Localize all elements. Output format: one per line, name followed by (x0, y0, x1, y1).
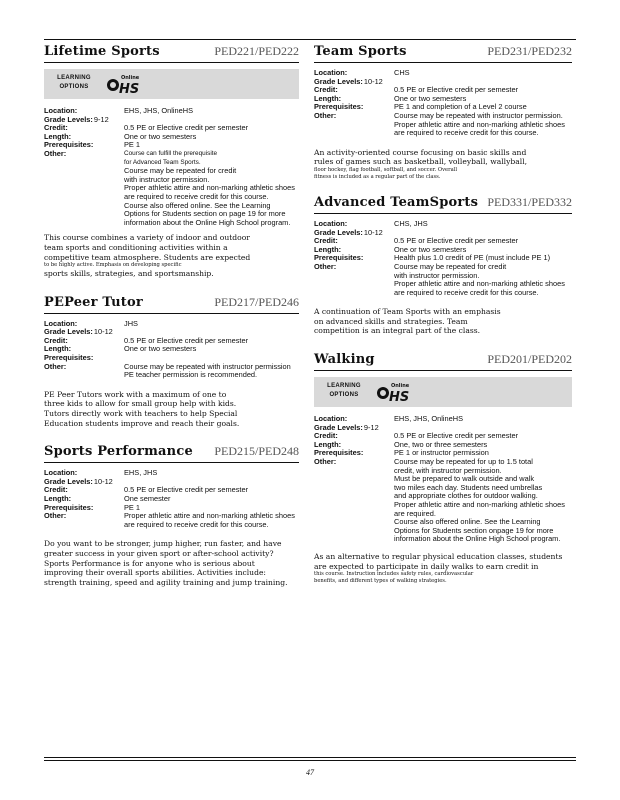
course-code: PED221/PED222 (214, 44, 299, 58)
credit-value: 0.5 PE or Elective credit per semester (124, 123, 249, 133)
svg-text:Online: Online (391, 383, 410, 390)
credit-value: 0.5 PE or Elective credit per semester (394, 431, 519, 441)
course-title: Lifetime Sports (44, 44, 160, 59)
right-column (314, 40, 572, 585)
section-header (314, 40, 572, 63)
svg-text:HS: HS (389, 390, 410, 405)
other-value: Course can fulfill the prerequisite for Advanced Team Sports. Course may be repeated for credit with instructor permission. Proper athletic attire and non-marking athletic shoes are required to receive credit for this course. Course also offered online. See the Learning Options for Students section on page 19 for more information about the Online High School program. (124, 149, 295, 227)
credit-value: 0.5 PE or Elective credit per semester (394, 85, 519, 95)
course-fields: Location: CHS, JHS Grade Levels: 10-12 Credit: 0.5 PE or Elective credit per semester Length: One or two semesters Prerequisites: Health plus 1.0 credit of PE (must include PE 1) Other: Course may be repeated for credit with instructor permission. Proper athletic attire and non-marking athletic shoes are required to receive credit for this course. (314, 220, 572, 297)
prereq-value: Health plus 1.0 credit of PE (must include PE 1) (394, 253, 551, 263)
course-code: PED201/PED202 (487, 352, 572, 367)
location-value: JHS (124, 318, 138, 328)
length-value: One semester (124, 494, 171, 503)
course-code: PED217/PED246 (214, 294, 299, 309)
course-title: PEPeer Tutor (44, 294, 143, 310)
grade-value: 9-12 (93, 114, 109, 124)
credit-value: 0.5 PE or Elective credit per semester (124, 335, 249, 345)
course-description: As an alternative to regular physical education classes, students are expected to participate in daily walks to earn credit in this course. Instruction includes safety rules, cardiovascular benefits, and different types of walking strategies. (314, 551, 563, 585)
location-value: EHS, JHS, OnlineHS (394, 414, 464, 424)
section-header (44, 291, 299, 314)
other-value: Course may be repeated with instructor permission. Proper athletic attire and non-marking athletic shoes are required to receive credit for this course. (394, 110, 565, 138)
learning-options-box (314, 377, 572, 407)
course-description: Do you want to be stronger, jump higher, run faster, and have greater success in your given sport or after-school activity? Sports Performance is for anyone who is serious about improving their overall sports abilities. Activities include: strength training, speed and agility training and jump training. (44, 539, 288, 587)
course-lifetime-sports (44, 40, 299, 279)
other-value: Course may be repeated with instructor permission PE teacher permission is recommended. (124, 361, 291, 380)
online-hs-logo (106, 72, 146, 96)
section-header (314, 191, 572, 214)
course-pe-peer-tutor (44, 291, 299, 429)
course-description: PE Peer Tutors work with a maximum of one to three kids to allow for small group help with kids. Tutors directly work with teachers to help Special Education students improve and reach their goals. (44, 389, 240, 428)
prereq-value: PE 1 and completion of a Level 2 course (394, 102, 527, 112)
other-value: Course may be repeated for credit with instructor permission. Proper athletic attire and non-marking athletic shoes are required to receive credit for this course. (394, 261, 565, 297)
course-walking (314, 348, 572, 585)
online-hs-logo (376, 380, 416, 404)
location-value: EHS, JHS (124, 468, 158, 478)
credit-value: 0.5 PE or Elective credit per semester (124, 485, 249, 495)
location-value: CHS, JHS (394, 218, 428, 228)
credit-value: 0.5 PE or Elective credit per semester (394, 236, 519, 246)
course-title: Advanced TeamSports (314, 194, 479, 210)
prereq-value: PE 1 (124, 502, 141, 512)
grade-value: 10-12 (363, 76, 383, 86)
course-title: Sports Performance (44, 444, 193, 460)
prereq-value: PE 1 (124, 140, 141, 150)
bottom-rule-2 (44, 760, 576, 761)
section-header (44, 440, 299, 463)
course-description: An activity-oriented course focusing on basic skills and rules of games such as basketball, volleyball, wallyball, floor hockey, flag football, softball, and soccer. Overall fitness is included as a regular part of the class. (314, 147, 528, 180)
grade-value: 10-12 (93, 476, 113, 486)
section-header (314, 348, 572, 371)
grade-value: 10-12 (363, 227, 383, 237)
length-value: One or two semesters (394, 93, 467, 103)
course-code: PED231/PED232 (487, 44, 572, 58)
location-value: EHS, JHS, OnlineHS (124, 106, 194, 115)
location-value: CHS (394, 68, 410, 77)
course-fields: Location: EHS, JHS, OnlineHS Grade Levels: 9-12 Credit: 0.5 PE or Elective credit per semester Length: One, two or three semesters Prerequisites: PE 1 or instructor permission Other: Course may be repeated for up to 1.5 total credit, with instructor permission. Must be prepared to walk outside and walk two miles each day. Students need umbrellas and appropriate clothes for outdoor walking. Proper athletic attire and non-marking athletic shoes are required. Course also offered online. See the Learning Options for Students section onpage 19 for more information about the Online High School program. (314, 415, 572, 544)
course-fields: Location: EHS, JHS Grade Levels: 10-12 Credit: 0.5 PE or Elective credit per semester Length: One semester Prerequisites: PE 1 Other: Proper athletic attire and non-marking athletic shoes are required to receive credit for this course. (44, 469, 299, 529)
svg-text:Online: Online (121, 75, 140, 81)
learning-options-label: LEARNING OPTIONS (57, 75, 91, 90)
length-value: One or two semesters (394, 244, 467, 254)
grade-value: 10-12 (93, 327, 113, 337)
course-sports-performance (44, 440, 299, 587)
bottom-rule (44, 757, 576, 758)
course-fields: Location: CHS Grade Levels: 10-12 Credit: 0.5 PE or Elective credit per semester Length: One or two semesters Prerequisites: PE 1 and completion of a Level 2 course Other: Course may be repeated with instructor permission. Proper athletic attire and non-marking athletic shoes are required to receive credit for this course. (314, 69, 572, 138)
prereq-value: PE 1 or instructor permission (394, 448, 489, 458)
course-team-sports (314, 40, 572, 181)
left-column (44, 40, 299, 587)
other-value: Proper athletic attire and non-marking athletic shoes are required to receive credit for this course. (124, 511, 295, 529)
course-code: PED215/PED248 (214, 444, 299, 459)
svg-text:HS: HS (119, 82, 140, 96)
course-title: Walking (314, 352, 375, 368)
length-value: One or two semesters (124, 131, 197, 141)
length-value: One, two or three semesters (394, 439, 488, 449)
course-title: Team Sports (314, 44, 407, 59)
length-value: One or two semesters (124, 344, 197, 354)
grade-value: 9-12 (363, 422, 379, 432)
learning-options-box (44, 69, 299, 99)
course-advanced-team-sports (314, 191, 572, 336)
course-description: This course combines a variety of indoor and outdoor team sports and conditioning activities within a competitive team atmosphere. Students are expected to be highly active. Emphasis on developing specific sports skills, strategies, and sportsmanship. (44, 233, 251, 279)
other-value: Course may be repeated for up to 1.5 total credit, with instructor permission. Must be prepared to walk outside and walk two miles each day. Students need umbrellas and appropriate clothes for outdoor walking. Proper athletic attire and non-marking athletic shoes are required. Course also offered online. See the Learning Options for Students section onpage 19 for more information about the Online High School program. (394, 457, 565, 544)
course-code: PED331/PED332 (487, 194, 572, 209)
section-header (44, 40, 299, 63)
page-number: 47 (306, 768, 314, 777)
learning-options-label: LEARNING OPTIONS (327, 383, 361, 399)
course-fields: Location: EHS, JHS, OnlineHS Grade Levels: 9-12 Credit: 0.5 PE or Elective credit per semester Length: One or two semesters Prerequisites: PE 1 Other: Course can fulfill the prerequisite for Advanced Team Sports. Course may be repeated for credit with instructor permission. Proper athletic attire and non-marking athletic shoes are required to receive credit for this course. Course also offered online. See the Learning Options for Students section on page 19 for more information about the Online High School program. (44, 107, 299, 227)
course-description: A continuation of Team Sports with an emphasis on advanced skills and strategies. Team competition is an integral part of the class. (314, 307, 501, 336)
course-fields: Location: JHS Grade Levels: 10-12 Credit: 0.5 PE or Elective credit per semester Length: One or two semesters Prerequisites: Other: Course may be repeated with instructor permission PE teacher permission is recommended. (44, 320, 299, 380)
